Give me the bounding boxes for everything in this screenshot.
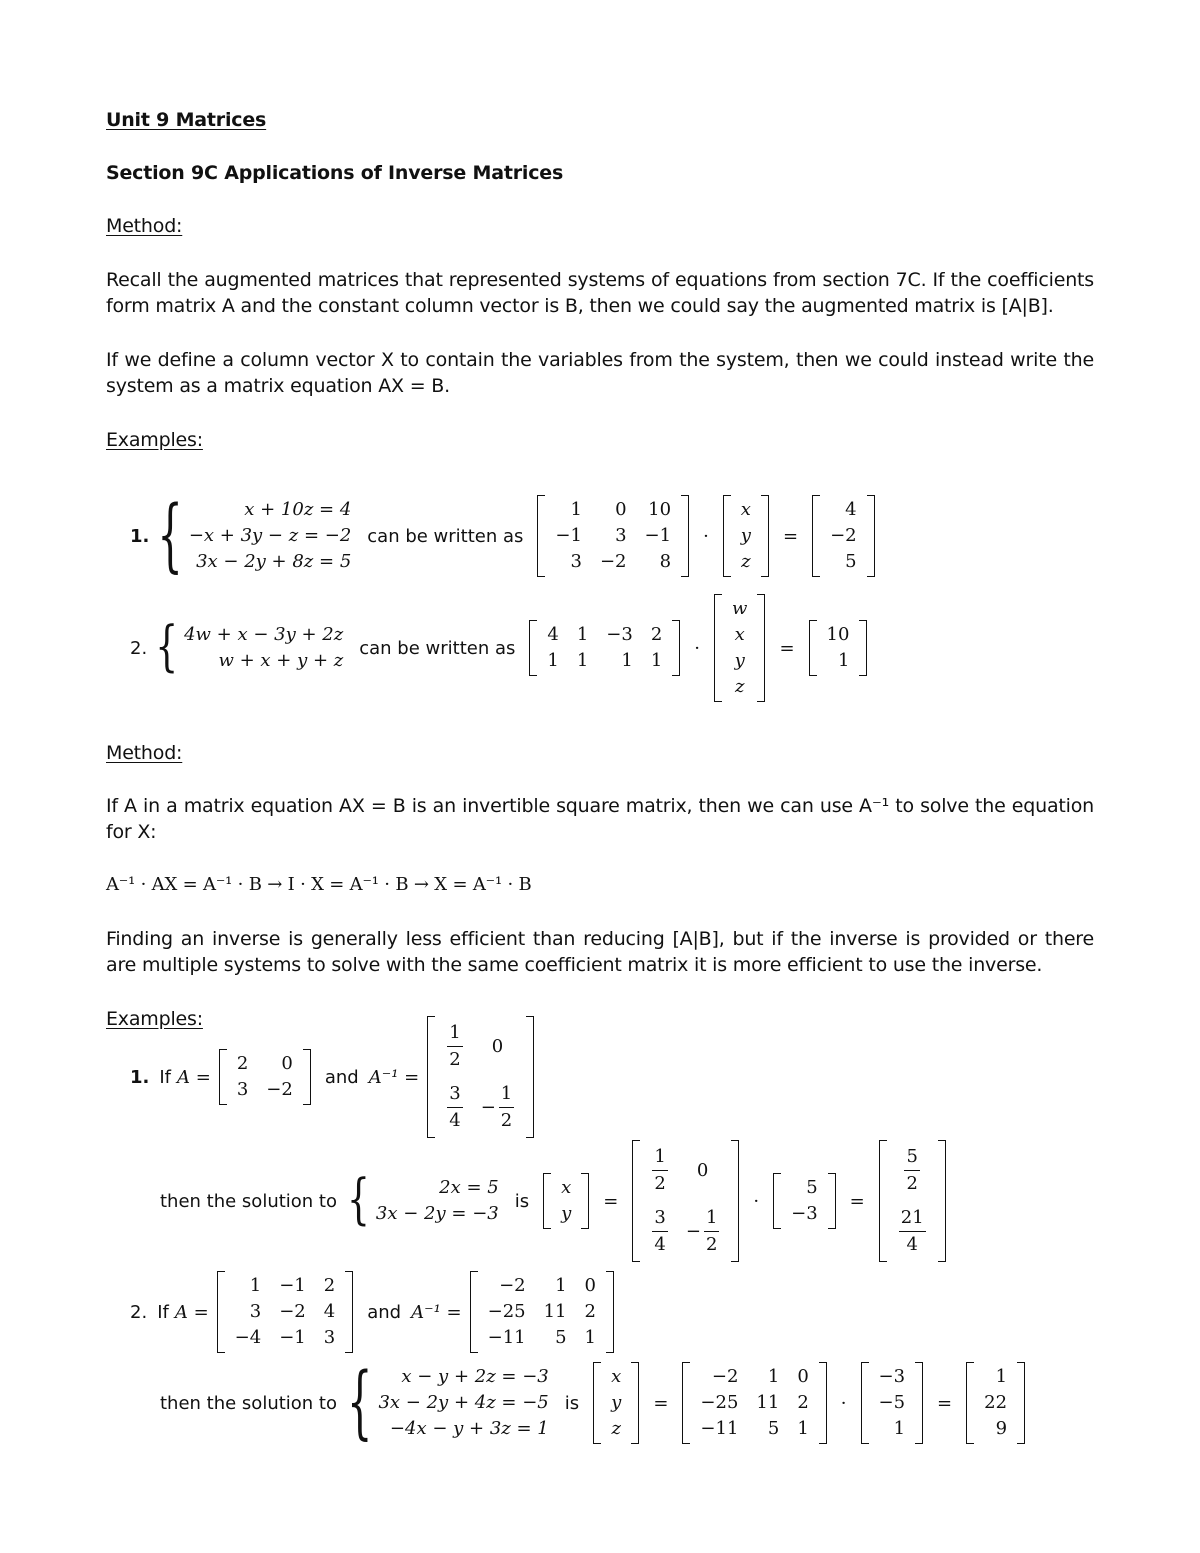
if-text: If	[157, 1301, 169, 1323]
example-number: 2.	[130, 637, 148, 659]
matrix-cell: 1	[650, 650, 663, 671]
matrix-cell: −2	[830, 525, 857, 546]
example-number: 1.	[130, 525, 150, 547]
solution-vector	[879, 1140, 946, 1262]
matrix-cell: − $\frac{1}{2}$	[480, 1083, 513, 1131]
matrix-cell: 5	[806, 1177, 818, 1198]
matrix-a	[217, 1271, 354, 1353]
equals-sign: =	[603, 1190, 619, 1212]
equals-sign: =	[779, 637, 795, 659]
derivation-line: A⁻¹ · AX = A⁻¹ · B → I · X = A⁻¹ · B → X = A⁻¹ · B	[106, 874, 532, 895]
equals-sign: =	[782, 525, 799, 547]
invertible-paragraph: If A in a matrix equation AX = B is an invertible square matrix, then we can use A⁻¹ to solve the equation for X:	[106, 795, 1094, 843]
inverse-example-2	[130, 1272, 618, 1352]
matrix-cell: −11	[700, 1418, 739, 1439]
matrix-cell: −3	[878, 1366, 906, 1387]
matrix-label: A =	[174, 1301, 209, 1323]
inverse-solution-1	[160, 1146, 950, 1256]
and-text: and	[324, 1066, 359, 1088]
is-text: is	[564, 1392, 580, 1414]
equation: 4w + x − 3y + 2z	[184, 624, 344, 645]
equals-sign: =	[653, 1392, 669, 1414]
matrix-cell: $\frac{3}{4}$	[449, 1083, 461, 1131]
matrix-cell: −25	[487, 1301, 526, 1322]
equation: w + x + y + z	[218, 650, 344, 671]
dot-operator: ·	[753, 1190, 760, 1212]
connector-text: can be written as	[359, 637, 516, 659]
matrix-cell: 11	[543, 1301, 567, 1322]
equals-sign: =	[937, 1392, 953, 1414]
is-text: is	[514, 1190, 530, 1212]
equation-system	[178, 622, 349, 674]
matrix-cell: z	[611, 1418, 621, 1439]
equation: −4x − y + 3z = 1	[389, 1418, 549, 1439]
matrix-cell: 1	[555, 1275, 567, 1296]
matrix-cell: 22	[984, 1392, 1008, 1413]
matrix-cell: −25	[700, 1392, 739, 1413]
matrix-cell: −1	[279, 1275, 306, 1296]
matrix-cell: −5	[878, 1392, 906, 1413]
examples-heading-1: Examples:	[106, 429, 203, 451]
matrix-cell: 3	[615, 525, 627, 546]
inverse-example-1	[130, 1022, 538, 1132]
matrix-a-inverse	[632, 1140, 739, 1262]
define-paragraph: If we define a column vector X to contain the variables from the system, then we could instead write the system as a matrix equation AX = B.	[106, 349, 1094, 397]
constant-vector	[773, 1173, 836, 1229]
matrix-cell: −2	[279, 1301, 306, 1322]
equation-system	[183, 497, 357, 575]
section-title: Section 9C Applications of Inverse Matrices	[106, 162, 564, 184]
matrix-cell: 3	[236, 1079, 249, 1100]
matrix-label: A⁻¹ =	[368, 1066, 420, 1088]
matrix-label: A =	[177, 1066, 211, 1088]
matrix-a	[219, 1049, 311, 1105]
matrix-cell: −2	[499, 1275, 526, 1296]
matrix-cell: $\frac{1}{2}$	[449, 1022, 461, 1070]
equals-sign: =	[849, 1190, 865, 1212]
solution-vector	[966, 1362, 1025, 1444]
matrix-cell: −2	[599, 551, 627, 572]
method-heading-2: Method:	[106, 742, 183, 764]
matrix-cell: 1	[570, 499, 582, 520]
left-brace: {	[155, 616, 179, 678]
example-number: 2.	[130, 1301, 148, 1323]
solution-text: then the solution to	[160, 1190, 338, 1212]
matrix-cell: 10	[826, 624, 850, 645]
matrix-cell: 2	[323, 1275, 336, 1296]
constant-vector	[809, 620, 868, 676]
left-brace: {	[347, 1357, 373, 1449]
matrix-cell: $\frac{3}{4}$	[654, 1207, 666, 1255]
solution-text: then the solution to	[160, 1392, 338, 1414]
left-brace: {	[157, 490, 183, 582]
matrix-cell: −1	[644, 525, 672, 546]
matrix-cell: −3	[791, 1203, 818, 1224]
matrix-cell: x	[734, 624, 745, 645]
matrix-cell: 1	[576, 624, 589, 645]
matrix-cell: −2	[266, 1079, 293, 1100]
matrix-cell: −1	[279, 1327, 306, 1348]
variable-vector	[543, 1173, 589, 1229]
matrix-cell: 1	[893, 1418, 906, 1439]
matrix-cell: x	[611, 1366, 622, 1387]
matrix-a-inverse	[682, 1362, 826, 1444]
matrix-cell: y	[561, 1203, 572, 1224]
matrix-cell: 2	[584, 1301, 596, 1322]
matrix-cell: 3	[323, 1327, 336, 1348]
matrix-cell: 5	[767, 1418, 780, 1439]
matrix-cell: −11	[487, 1327, 526, 1348]
matrix-cell: 2	[797, 1392, 809, 1413]
matrix-cell: 5	[845, 551, 857, 572]
matrix-cell: −3	[606, 624, 633, 645]
if-text: If	[159, 1066, 172, 1088]
matrix-cell: $\frac{5}{2}$	[906, 1146, 918, 1194]
variable-vector	[593, 1362, 639, 1444]
matrix-cell: −4	[234, 1327, 262, 1348]
matrix-cell: 1	[838, 650, 850, 671]
matrix-cell: 4	[845, 499, 857, 520]
matrix-a-inverse	[470, 1271, 614, 1353]
matrix-cell: z	[741, 551, 751, 572]
matrix-cell: z	[735, 676, 745, 697]
matrix-cell: y	[734, 650, 745, 671]
matrix-cell: 1	[995, 1366, 1008, 1387]
matrix-cell: 1	[797, 1418, 809, 1439]
matrix-cell: $\frac{21}{4}$	[900, 1207, 924, 1255]
matrix-cell: 1	[249, 1275, 262, 1296]
efficiency-paragraph: Finding an inverse is generally less efficient than reducing [A|B], but if the inverse is provided or there are multiple systems to solve with the same coefficient matrix it is more efficient to use the inverse.	[106, 928, 1094, 976]
coefficient-matrix	[529, 620, 680, 676]
matrix-cell: 0	[797, 1366, 809, 1387]
connector-text: can be written as	[367, 525, 524, 547]
variable-vector	[723, 495, 769, 577]
coefficient-matrix	[537, 495, 689, 577]
equation-system	[372, 1364, 554, 1442]
matrix-cell: 8	[659, 551, 672, 572]
examples-heading-2: Examples:	[106, 1008, 203, 1030]
matrix-cell: 3	[249, 1301, 262, 1322]
matrix-label: A⁻¹ =	[411, 1301, 462, 1323]
left-brace: {	[347, 1169, 370, 1231]
dot-operator: ·	[703, 525, 709, 547]
system-example-2	[130, 594, 871, 702]
matrix-cell: y	[740, 525, 751, 546]
constant-vector	[861, 1362, 924, 1444]
matrix-cell: 5	[555, 1327, 567, 1348]
matrix-cell: 1	[547, 650, 559, 671]
matrix-cell: 10	[648, 499, 672, 520]
variable-vector	[714, 594, 765, 702]
matrix-cell: 1	[584, 1327, 596, 1348]
inverse-solution-2	[160, 1357, 1029, 1449]
unit-title: Unit 9 Matrices	[106, 109, 267, 131]
matrix-cell: w	[732, 598, 748, 619]
method-heading-1: Method:	[106, 215, 183, 237]
matrix-cell: 0	[281, 1053, 293, 1074]
dot-operator: ·	[840, 1392, 847, 1414]
equation: x − y + 2z = −3	[401, 1366, 549, 1387]
matrix-cell: −1	[555, 525, 582, 546]
matrix-cell: 4	[323, 1301, 336, 1322]
equation: 3x − 2y = −3	[375, 1203, 499, 1224]
example-number: 1.	[130, 1066, 150, 1088]
equation: −x + 3y − z = −2	[188, 525, 352, 546]
matrix-cell: 1	[767, 1366, 780, 1387]
matrix-cell: 1	[621, 650, 633, 671]
matrix-cell: − $\frac{1}{2}$	[685, 1207, 718, 1255]
system-example-1	[130, 490, 879, 582]
matrix-cell: x	[561, 1177, 572, 1198]
matrix-cell: 4	[547, 624, 559, 645]
matrix-cell: x	[740, 499, 751, 520]
recall-paragraph: Recall the augmented matrices that represented systems of equations from section 7C. If the coefficients form matrix A and the constant column vector is B, then we could say the augmented matrix is [A|B].	[106, 269, 1094, 317]
matrix-cell: 9	[995, 1418, 1008, 1439]
matrix-cell: 2	[650, 624, 663, 645]
matrix-cell: 0	[491, 1035, 504, 1057]
matrix-cell: 0	[696, 1159, 709, 1181]
dot-operator: ·	[694, 637, 701, 659]
matrix-cell: 2	[236, 1053, 249, 1074]
matrix-a-inverse	[427, 1016, 534, 1138]
matrix-cell: −2	[711, 1366, 739, 1387]
and-text: and	[367, 1301, 402, 1323]
equation: x + 10z = 4	[244, 499, 352, 520]
equation: 3x − 2y + 8z = 5	[196, 551, 352, 572]
matrix-cell: 3	[570, 551, 582, 572]
equation: 2x = 5	[439, 1177, 499, 1198]
matrix-cell: $\frac{1}{2}$	[654, 1146, 666, 1194]
constant-vector	[812, 495, 875, 577]
matrix-cell: 0	[615, 499, 627, 520]
equation-system	[370, 1175, 505, 1227]
matrix-cell: 11	[756, 1392, 780, 1413]
matrix-cell: 0	[584, 1275, 596, 1296]
matrix-cell: y	[611, 1392, 622, 1413]
equation: 3x − 2y + 4z = −5	[378, 1392, 549, 1413]
matrix-cell: 1	[576, 650, 589, 671]
